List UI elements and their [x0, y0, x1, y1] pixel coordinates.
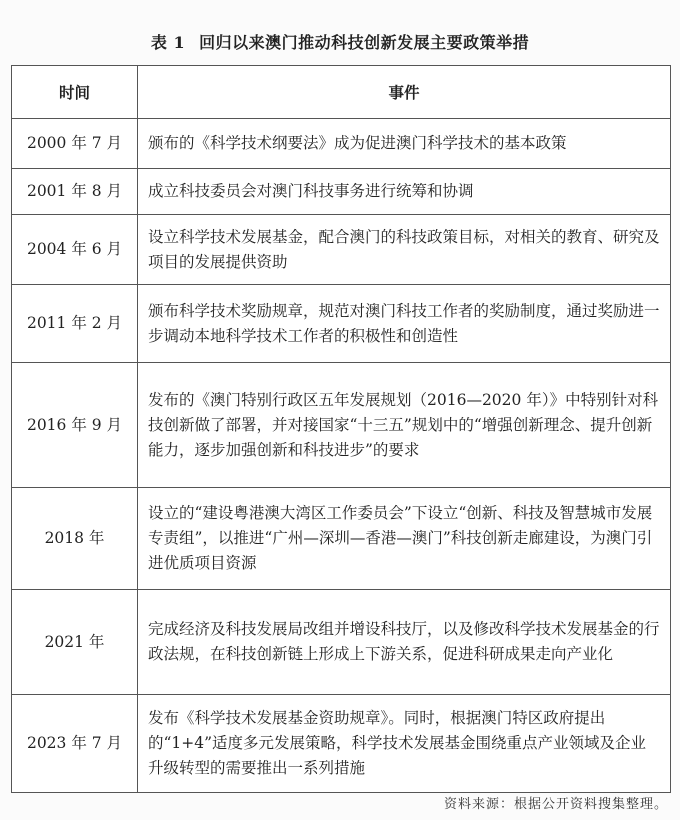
table-number: 表 1	[150, 33, 186, 52]
row-event: 设立科学技术发展基金，配合澳门的科技政策目标，对相关的教育、研究及项目的发展提供资助	[138, 215, 671, 285]
row-time: 2011 年 2 月	[12, 285, 138, 363]
row-time: 2001 年 8 月	[12, 169, 138, 215]
row-time: 2023 年 7 月	[12, 695, 138, 793]
table-caption	[0, 30, 680, 53]
row-event: 成立科技委员会对澳门科技事务进行统筹和协调	[138, 169, 671, 215]
header-time: 时间	[12, 66, 138, 119]
table-row	[12, 169, 671, 215]
table-row	[12, 119, 671, 169]
table-row	[12, 285, 671, 363]
table-row	[12, 363, 671, 488]
row-time: 2000 年 7 月	[12, 119, 138, 169]
row-event: 颁布科学技术奖励规章，规范对澳门科技工作者的奖励制度，通过奖励进一步调动本地科学技术工作者的积极性和创造性	[138, 285, 671, 363]
row-event: 发布《科学技术发展基金资助规章》。同时，根据澳门特区政府提出的“1+4”适度多元发展策略，科学技术发展基金围绕重点产业领域及企业升级转型的需要推出一系列措施	[138, 695, 671, 793]
row-time: 2021 年	[12, 590, 138, 695]
table-row	[12, 488, 671, 590]
source-note: 资料来源：根据公开资料搜集整理。	[443, 797, 668, 812]
row-time: 2004 年 6 月	[12, 215, 138, 285]
table-row	[12, 215, 671, 285]
table-header-row	[12, 66, 671, 119]
row-event: 设立的“建设粤港澳大湾区工作委员会”下设立“创新、科技及智慧城市发展专责组”，以推进“广州—深圳—香港—澳门”科技创新走廊建设，为澳门引进优质项目资源	[138, 488, 671, 590]
header-event: 事件	[138, 66, 671, 119]
table-row	[12, 590, 671, 695]
policy-table	[11, 65, 671, 793]
table-title: 回归以来澳门推动科技创新发展主要政策举措	[199, 33, 530, 52]
row-event: 颁布的《科学技术纲要法》成为促进澳门科学技术的基本政策	[138, 119, 671, 169]
row-time: 2016 年 9 月	[12, 363, 138, 488]
row-time: 2018 年	[12, 488, 138, 590]
row-event: 完成经济及科技发展局改组并增设科技厅，以及修改科学技术发展基金的行政法规，在科技创新链上形成上下游关系，促进科研成果走向产业化	[138, 590, 671, 695]
row-event: 发布的《澳门特别行政区五年发展规划（2016—2020 年）》中特别针对科技创新做了部署，并对接国家“十三五”规划中的“增强创新理念、提升创新能力，逐步加强创新和科技进步”的要求	[138, 363, 671, 488]
table-row	[12, 695, 671, 793]
